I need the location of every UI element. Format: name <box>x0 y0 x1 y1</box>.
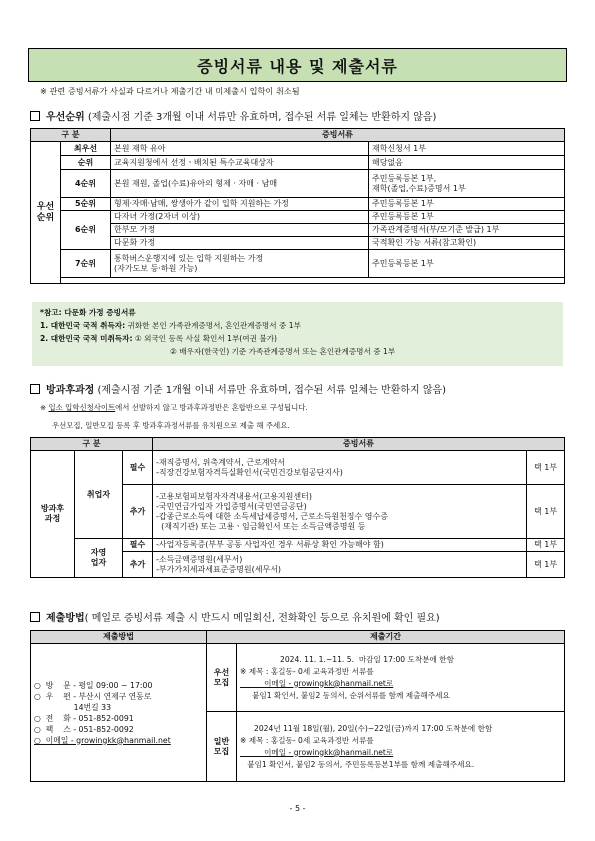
desc-cell: 본원 재학 유아 <box>111 142 369 156</box>
priority-group-label: 우선 순위 <box>31 142 61 284</box>
choose-cell: 택 1부 <box>527 552 565 578</box>
priority-heading: 우선순위 (제출시점 기준 3개월 이내 서류만 유효하며, 접수된 서류 일체는 반환하지 않음) <box>30 108 436 123</box>
choose-cell: 택 1부 <box>527 539 565 552</box>
docs-cell: 재학신청서 1부 <box>369 142 565 156</box>
desc-cell: 교육지원청에서 선정ㆍ배치된 특수교육대상자 <box>111 156 369 170</box>
rank-cell: 7순위 <box>61 250 111 278</box>
col-category: 구 분 <box>31 438 153 451</box>
self-employed-label: 자영 업자 <box>75 539 123 578</box>
docs-cell: 국적확인 가능 서류(참고확인) <box>369 237 565 250</box>
col-category: 구 분 <box>31 129 111 142</box>
desc-cell: 형제·자매·남매, 쌍생아가 같이 입학 지원하는 가정 <box>111 198 369 211</box>
docs-cell: 주민등록등본 1부, 재학(졸업,수료)증명서 1부 <box>369 170 565 198</box>
desc-cell: 본원 재원, 졸업(수료)유아의 형제 · 자매 · 남매 <box>111 170 369 198</box>
priority-period-cell: 2024. 11. 1.~11. 5. 마감일 17:00 도착분에 한함 ※ 제목 : 홍길동- 0세 교육과정반 서류를 이메일 - growingkk@hanmail.net로 붙임1 확인서, 붙임2 동의서, 순위서류를 함께 제출해주세요 <box>237 644 565 712</box>
rank-cell: 4순위 <box>61 170 111 198</box>
rank-cell: 6순위 <box>61 211 111 250</box>
rank-cell: 5순위 <box>61 198 111 211</box>
col-docs: 증빙서류 <box>153 438 565 451</box>
general-label: 일반 모집 <box>207 712 237 782</box>
methods-cell: ○ 방 문 - 평일 09:00 ~ 17:00 ○ 우 편 - 부산시 연제구 연동로 14번길 33 ○ 전 화 - 051-852-0091 ○ 팩 스 - 051-852-0092 ○ 이메일 - growingkk@hanmail.net <box>31 644 207 782</box>
required-label: 필수 <box>123 451 153 485</box>
priority-label: 우선 모집 <box>207 644 237 712</box>
docs-cell: 가족관계증명서(부/모기준 발급) 1부 <box>369 224 565 237</box>
additional-label: 추가 <box>123 485 153 539</box>
page-number: - 5 - <box>289 804 306 813</box>
checkbox-square-icon <box>30 384 40 394</box>
employed-label: 취업자 <box>75 451 123 539</box>
col-period: 제출기간 <box>207 631 565 644</box>
docs-cell: -사업자등록증(부부 공동 사업자인 경우 서류상 확인 가능해야 함) <box>153 539 527 552</box>
docs-cell: 주민등록등본 1부 <box>369 250 565 278</box>
application-site-link[interactable]: 입소 입학신청사이트 <box>48 403 116 412</box>
desc-cell: 한부모 가정 <box>111 224 369 237</box>
required-label: 필수 <box>123 539 153 552</box>
desc-cell: 다문화 가정 <box>111 237 369 250</box>
checkbox-square-icon <box>30 612 40 622</box>
submission-table <box>30 630 565 782</box>
afterschool-group-label: 방과후 과정 <box>31 451 75 578</box>
docs-cell: -재직증명서, 위촉계약서, 근로계약서 -직장건강보험자격득실확인서(국민건강보험공단지사) <box>153 451 527 485</box>
col-docs: 증빙서류 <box>111 129 565 142</box>
additional-label: 추가 <box>123 552 153 578</box>
choose-cell: 택 1부 <box>527 451 565 485</box>
checkbox-square-icon <box>30 111 40 121</box>
title-note: ※ 관련 증빙서류가 사실과 다르거나 제출기간 내 미제출시 입학이 취소됨 <box>40 86 300 96</box>
rank-cell: 순위 <box>61 156 111 170</box>
email-link[interactable]: ○ 이메일 - growingkk@hanmail.net <box>34 735 171 745</box>
docs-cell: 주민등록등본 1부 <box>369 198 565 211</box>
page-title: 증빙서류 내용 및 제출서류 <box>28 48 567 82</box>
general-period-cell: 2024년 11월 18일(월), 20일(수)~22일(금)까지 17:00 도착분에 한함 ※ 제목 : 홍길동- 0세 교육과정반 서류를 이메일 - growingkk@hanmail.net로 붙임1 확인서, 붙임2 동의서, 주민등록등본1부를 함께 제출해주세요. <box>237 712 565 782</box>
afterschool-note-1: ※ 입소 입학신청사이트에서 선발하지 않고 방과후과정반은 혼합반으로 구성됩니다. <box>40 403 308 412</box>
multicultural-note: *참고: 다문화 가정 증빙서류 1. 대한민국 국적 취득자: 귀화한 본인 가족관계증명서, 혼인관계증명서 중 1부 2. 대한민국 국적 미취득자: ① 외국인 등록 사실 확인서 1부(여권 불가) ② 배우자(한국인) 기준 가족관계증명서 또는 혼인관계증명서 중 1부 <box>32 302 563 366</box>
col-method: 제출방법 <box>31 631 207 644</box>
afterschool-heading: 방과후과정 (제출시점 기준 1개월 이내 서류만 유효하며, 접수된 서류 일체는 반환하지 않음) <box>30 381 446 396</box>
docs-cell: -고용보험피보험자자격내용서(고용지원센터) -국민연금가입자 가입증명서(국민연금공단) -갑종근로소득에 대한 소득세납세증명서, 근로소득원천징수 영수증 (재직기관) 또는 고용ㆍ임금확인서 또는 소득금액증명원 등 <box>153 485 527 539</box>
desc-cell: 다자녀 가정(2자녀 이상) <box>111 211 369 224</box>
afterschool-table <box>30 437 565 578</box>
rank-cell: 최우선 <box>61 142 111 156</box>
docs-cell: -소득금액증명원(세무서) -부가가치세과세표준증명원(세무서) <box>153 552 527 578</box>
desc-cell: 통학버스운행지에 있는 입학 지원하는 가정 (자가도보 등·하원 가능) <box>111 250 369 278</box>
priority-table <box>30 128 565 284</box>
docs-cell: 해당없음 <box>369 156 565 170</box>
docs-cell: 주민등록등본 1부 <box>369 211 565 224</box>
choose-cell: 택 1부 <box>527 485 565 539</box>
submission-heading: 제출방법( 메일로 증빙서류 제출 시 반드시 메일회신, 전화확인 등으로 유치원에 확인 필요) <box>30 609 440 624</box>
afterschool-note-2: 우선모집, 일반모집 등록 후 방과후과정서류를 유치원으로 제출 해 주세요. <box>52 421 290 430</box>
